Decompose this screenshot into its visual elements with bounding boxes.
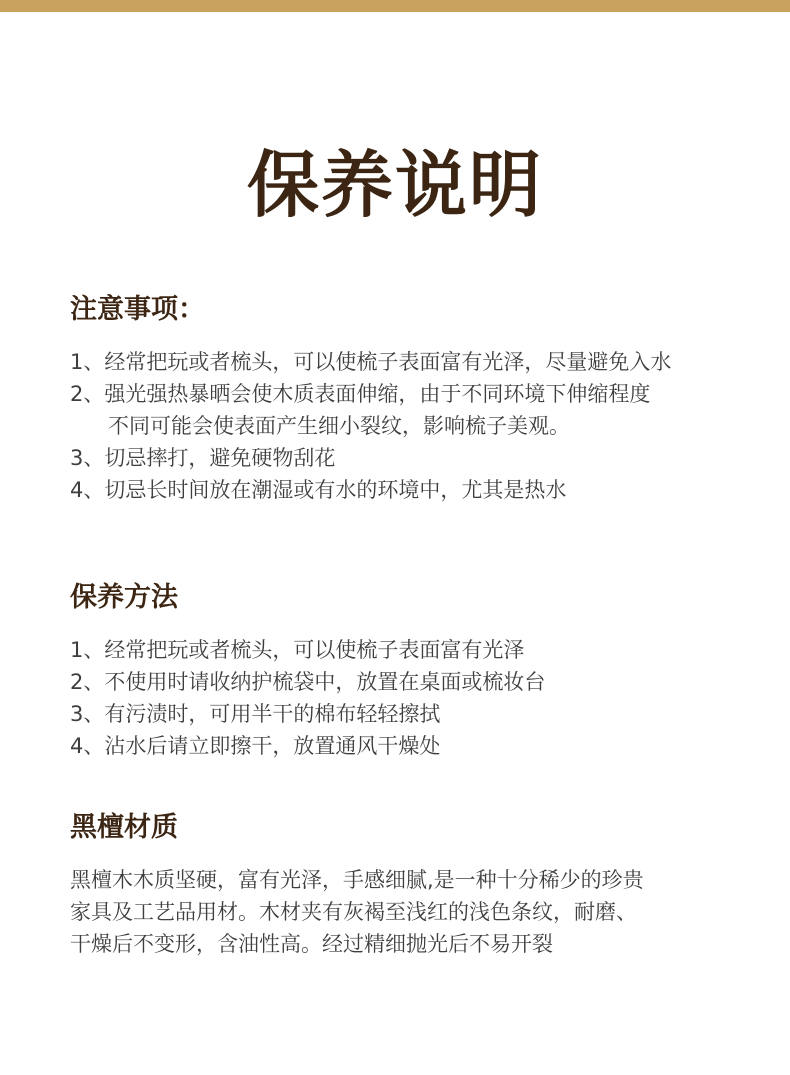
material-line-2: 家具及工艺品用材。木材夹有灰褐至浅红的浅色条纹，耐磨、 (70, 900, 637, 924)
care-item-4: 4、沾水后请立即擦干，放置通风干燥处 (70, 734, 441, 758)
material-heading: 黑檀材质 (70, 812, 178, 843)
notes-list (70, 346, 750, 506)
material-line-1: 黑檀木木质坚硬，富有光泽，手感细腻,是一种十分稀少的珍贵 (70, 868, 644, 892)
care-item-1: 1、经常把玩或者梳头，可以使梳子表面富有光泽 (70, 638, 525, 662)
notes-section (70, 292, 750, 506)
notes-item-3: 3、切忌摔打，避免硬物刮花 (70, 446, 336, 470)
notes-item-1: 1、经常把玩或者梳头，可以使梳子表面富有光泽，尽量避免入水 (70, 350, 672, 374)
notes-item-2: 2、强光强热暴晒会使木质表面伸缩，由于不同环境下伸缩程度 (70, 382, 651, 406)
notes-item-2-continued: 不同可能会使表面产生细小裂纹，影响梳子美观。 (108, 414, 570, 438)
care-item-3: 3、有污渍时，可用半干的棉布轻轻擦拭 (70, 702, 441, 726)
page-title: 保养说明 (246, 143, 543, 228)
care-item-2: 2、不使用时请收纳护梳袋中，放置在桌面或梳妆台 (70, 670, 546, 694)
material-line-3: 干燥后不变形，含油性高。经过精细抛光后不易开裂 (70, 932, 553, 956)
notes-heading: 注意事项： (70, 294, 205, 325)
top-accent-bar (0, 0, 790, 12)
material-section (70, 810, 750, 960)
notes-item-4: 4、切忌长时间放在潮湿或有水的环境中，尤其是热水 (70, 478, 567, 502)
material-description (70, 864, 750, 960)
care-section (70, 580, 750, 762)
care-list (70, 634, 750, 762)
care-heading: 保养方法 (70, 582, 178, 613)
